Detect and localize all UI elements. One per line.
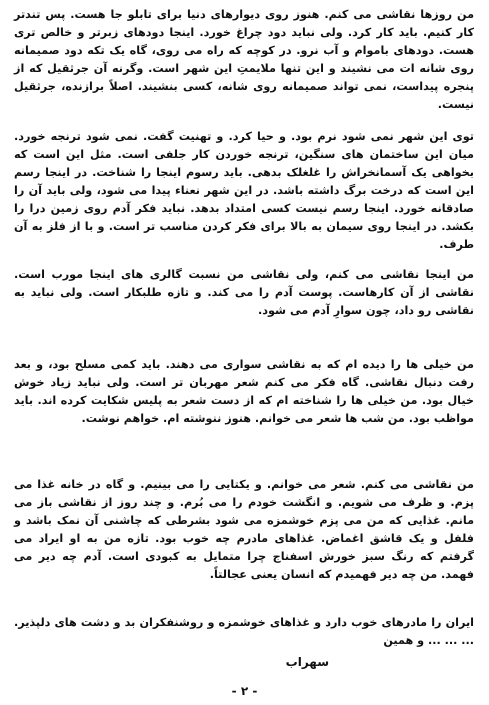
signature: سهراب — [285, 655, 329, 669]
paragraph-1: من روزها نقاشی می کنم. هنوز روی دیوارهای دنیا برای تابلو جا هست. پس تندتر کار کنیم. باید کار کرد. ولی نباید دود چراغ خورد. اینجا دودهای زبرتر و خالص تری هست. دودهای باموام و آب نرو. در کوچه که راه می روی، گاه یک تکه دود صمیمانه روی شانه ات می نشیند و این تنها ملایمتِ این شهر است. وگرنه آن جرثقیل که از پنجره پیداست، نمی تواند صمیمانه روی شانه، کسی بنشیند. اصلاً برازنده، جرثقیل نیست. — [14, 8, 474, 111]
paragraph-2: توی این شهر نمی شود نرم بود. و حیا کرد. و تهنیت گفت. نمی شود ترنجه خورد. میان این ساختمان های سنگین، ترنجه خوردن کار جلفی است. مثل این است که بخواهی یک آسمانخراش را غلغلک بدهی. باید رسوم اینجا را شناخت. در اینجا رسم این است که درخت برگ داشته باشد. در این شهر نعناء پیدا می شود، ولی باید آن را صادقانه خورد. اینجا رسم نیست کسی امتداد بدهد. نباید فکر آدم روی زمین درا را بکشد. در اینجا روی سیمان به بالا برای فکر کردن مناسب تر است. و با از فلز به آن طرف. — [14, 130, 474, 251]
paragraph-4: من خیلی ها را دیده ام که به نقاشی سواری می دهند. باید کمی مسلح بود، و بعد رفت دنبال نقاشی. گاه فکر می کنم شعر مهربان تر است. ولی نباید زیاد خوش خیال بود. من خیلی ها را شناخته ام که از دست شعر به پلیس شکایت کرده اند. باید مواظب بود. من شب ها شعر می خوانم. هنوز ننوشته ام. خواهم نوشت. — [14, 358, 474, 425]
paragraph-6: ایران را مادرهای خوب دارد و غذاهای خوشمزه و روشنفکران بد و دشت های دلپذیر. ... ... ... و همین — [14, 616, 474, 647]
page-number: - ٢ - — [231, 684, 258, 698]
paragraph-5: من نقاشی می کنم. شعر می خوانم. و یکتایی را می بینیم. و گاه در خانه غذا می پزم. و ظرف می شویم. و انگشت خودم را می بُرم. و چند روز از نقاشی باز می مانم. غذایی که من می پزم خوشمزه می شود بشرطی که چاشنی آن نمک باشد و فلفل و یک قاشق اغماض. غذاهای مادرم چه خوب بود. تازه من به او ایراد می گرفتم که رنگ سبز خورش اسفناج چرا متمایل به کبودی است. آدم چه دیر می فهمد. من چه دیر فهمیدم که انسان یعنی عجالتاً. — [14, 478, 474, 581]
paragraph-3: من اینجا نقاشی می کنم، ولی نقاشی من نسبت گالری های اینجا مورب است. نقاشی از آن کارهاست. پوست آدم را می کند. و تازه طلبکار است. ولی نباید به نقاشی رو داد، چون سوارِ آدم می شود. — [14, 268, 474, 317]
